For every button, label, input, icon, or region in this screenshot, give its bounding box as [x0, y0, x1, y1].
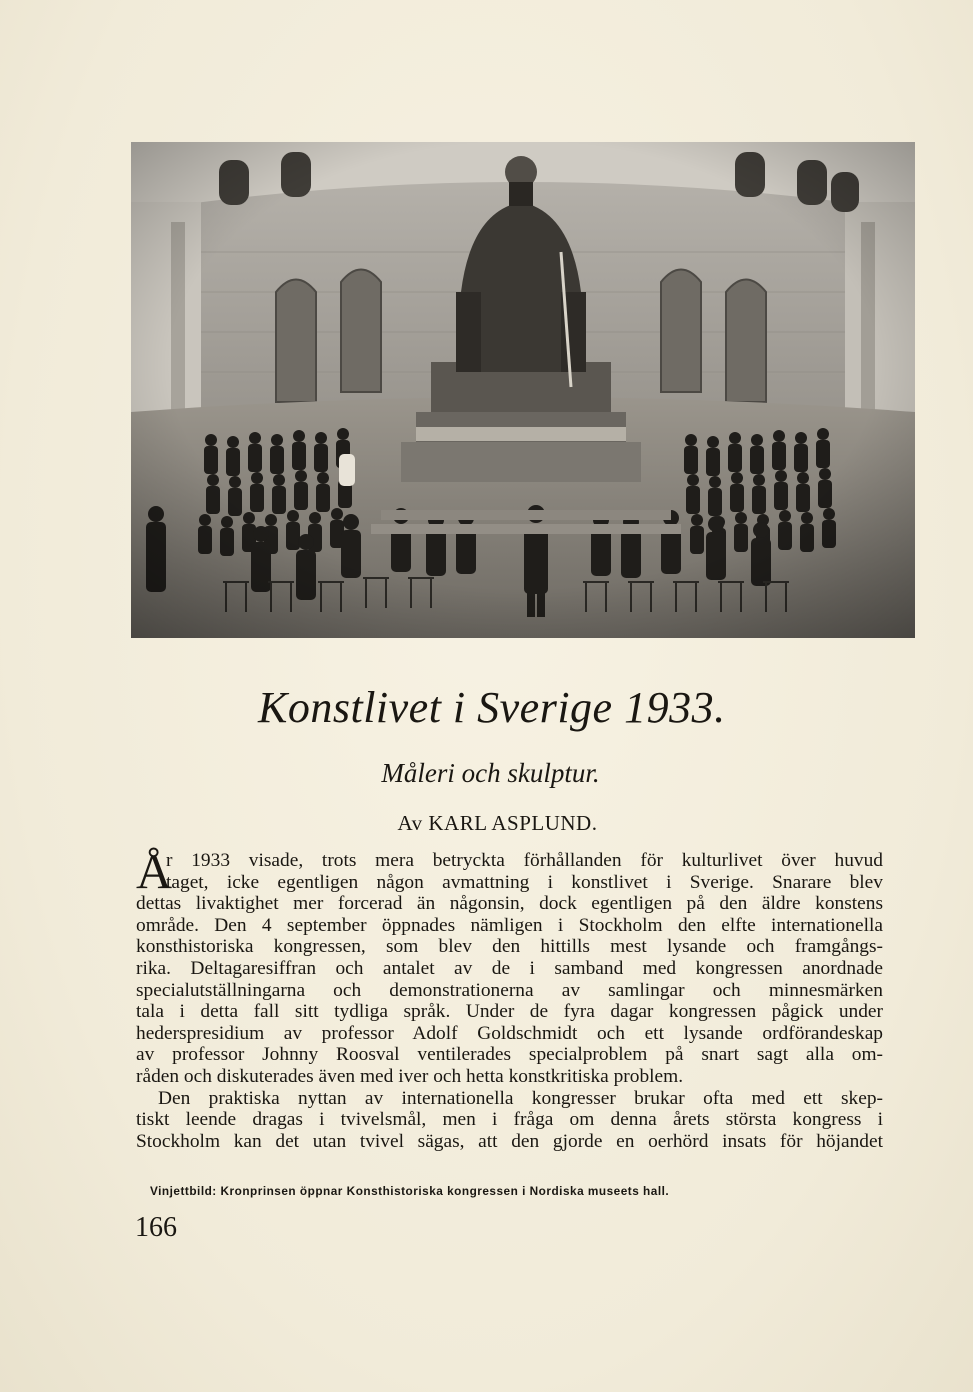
- body-line: område. Den 4 september öppnades nämligen i Stockholm den elfte internationella: [136, 914, 883, 936]
- body-line: rika. Deltagaresiffran och antalet av de i samband med kongressen anordnade: [136, 957, 883, 979]
- body-line: Den praktiska nyttan av internationella kongresser brukar ofta med ett skep-: [158, 1087, 883, 1109]
- body-line: råden och diskuterades även med iver och hetta konstkritiska problem.: [136, 1065, 684, 1087]
- article-subtitle: Måleri och skulptur.: [381, 758, 600, 788]
- article-body: [136, 843, 883, 1152]
- body-line: dettas livaktighet mer forcerad än någonsin, dock egentligen på den äldre konstens: [136, 893, 883, 915]
- body-line: specialutställningarna och demonstrationerna av samlingar och minnesmärken: [136, 979, 883, 1001]
- drop-cap: Å: [136, 843, 173, 899]
- body-line: taget, icke egentligen någon avmattning i konstlivet i Sverige. Snarare blev: [166, 871, 883, 893]
- body-line: konsthistoriska kongressen, som blev den hittills mest lysande och framgångs-: [136, 936, 883, 958]
- body-line: Stockholm kan det utan tvivel sägas, att den gjorde en oerhörd insats för höjandet: [136, 1130, 883, 1152]
- body-line: hederspresidium av professor Adolf Goldschmidt och ett lysande ordförandeskap: [136, 1022, 883, 1044]
- body-line: av professor Johnny Roosval ventilerades specialproblem på snart sagt alla om-: [136, 1044, 883, 1066]
- body-line: tiskt leende dragas i tvivelsmål, men i fråga om denna årets största kongress i: [136, 1109, 883, 1131]
- photo-caption: Vinjettbild: Kronprinsen öppnar Konsthistoriska kongressen i Nordiska museets hall.: [150, 1184, 670, 1198]
- vignette-photo: [131, 142, 915, 638]
- article-author: Av KARL ASPLUND.: [397, 811, 598, 835]
- page-number: 166: [135, 1212, 177, 1243]
- body-line: r 1933 visade, trots mera betryckta förhållanden för kulturlivet över huvud: [166, 850, 883, 871]
- article-title: Konstlivet i Sverige 1933.: [258, 683, 726, 732]
- body-line: tala i detta fall sitt tydliga språk. Under de fyra dagar kongressen pågick under: [136, 1001, 883, 1023]
- photo-illustration: [131, 142, 915, 638]
